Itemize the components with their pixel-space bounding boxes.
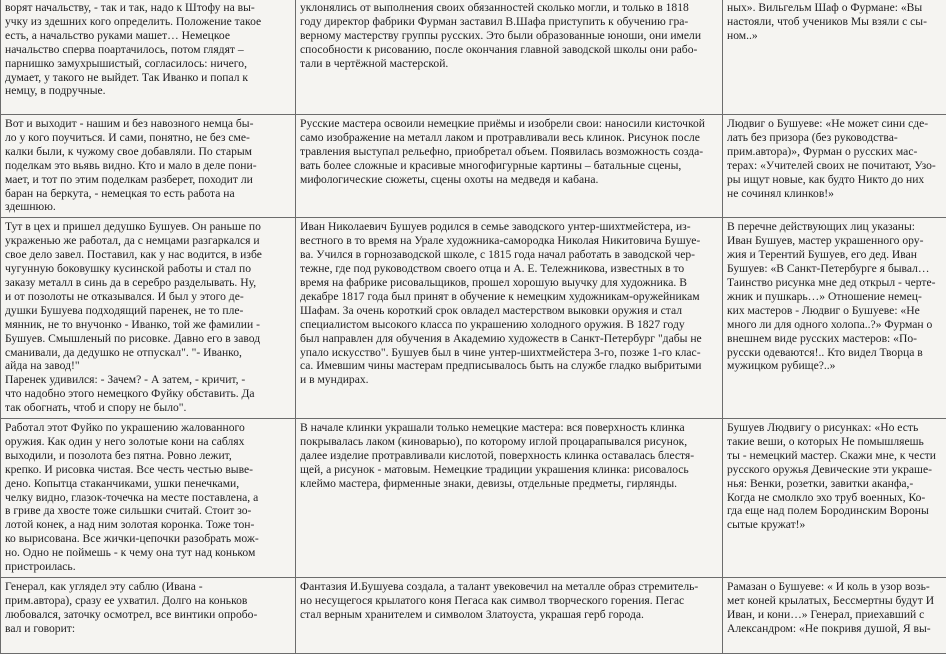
table-cell-drama: [723, 115, 946, 218]
table-cell-history: [296, 115, 723, 218]
table-cell-tale: [1, 0, 296, 115]
table-cell-history: [296, 419, 723, 578]
tale-text: Генерал, как углядел эту саблю (Ивана - прим.автора), сразу ее ухватил. Долго на коньков любовался, заточку осмотрел, все винтики опробо- вал и говорит:: [5, 580, 291, 636]
tale-text: Вот и выходит - нашим и без навозного немца бы- ло у кого поучиться. И сами, понятно, не без сме- калки были, к чужому свое добавляли. По старым поделкам это вьявь видно. Кто и мало в деле пони- мает, и тот по этим поделкам разберет, походит ли баран на беркута, - немецкая то есть работа на здешнюю.: [5, 117, 291, 214]
table-row: [1, 115, 946, 218]
drama-text: ных». Вильгельм Шаф о Фурмане: «Вы настояли, чтоб учеников Мы взяли с сы- ном..»: [727, 1, 946, 43]
tale-text: Работал этот Фуйко по украшению жалованного оружия. Как один у него золотые кони на саблях выходили, и позолота без пятна. Ровно лежит, крепко. И рисовка чистая. Все честь честью выве- дено. Копытца стаканчиками, ушки пенечками, челку видно, глазок-точечка на месте поставлена, а в гриве да хвосте тоже сильшки считай. Стоит зо- лотой конек, а над ним золотая коронка. Тоже тон- ко вырисована. Все жички-цепочки разобрать мож- но. Одно не поймешь - к чему она тут над коньком пристроилась.: [5, 421, 291, 574]
table-row: [1, 578, 946, 654]
drama-text: Бушуев Людвигу о рисунках: «Но есть такие веши, о которых Не помышляешь ты - немецкий мастер. Скажи мне, к чести русского оружья Девические эти украше- нья: Венки, розетки, завитки аканфа,- Когда не смолкло эхо труб военных, Ко- гда еще над полем Бородинским Вороны сытые кружат!»: [727, 421, 946, 532]
table-row: [1, 218, 946, 419]
table-cell-history: [296, 0, 723, 115]
table-cell-history: [296, 218, 723, 419]
history-text: Иван Николаевич Бушуев родился в семье заводского унтер-шихтмейстера, из- вестного в то время на Урале художника-самородка Николая Никитовича Бушуе- ва. Учился в горнозаводской школе, с 1815 года начал работать в заводской чер- тежне, где под руководством своего отца и А. Е. Тележникова, известных в то время на фабрике рисовальщиков, прошел хорошую выучку для художника. В декабре 1817 года был принят в обучение к немецким художникам-оружейникам Шафам. За очень короткий срок овладел мастерством выковки оружия и стал специалистом высокого класса по украшению холодного оружия. В 1827 году был направлен для обучения в Академию художеств в Санкт-Петербург "дабы не упало искусство". Бушуев был в чине унтер-шихтмейстера 3-го, позже 1-го клас- са. Имевшим чины мастерам предписывалось быть на службе гладко выбритыми и в мундирах.: [300, 220, 718, 387]
table-cell-history: [296, 578, 723, 654]
table-row: [1, 0, 946, 115]
history-text: уклонялись от выполнения своих обязанностей сколько могли, и только в 1818 году директор фабрики Фурман заставил В.Шафа приступить к обучению гра- верному мастерству группы русских. Это были образованные юноши, они имели способности к рисованию, после окончания главной заводской школы они рабо- тали в чертёжной мастерской.: [300, 1, 718, 71]
table-cell-drama: [723, 218, 946, 419]
drama-text: Людвиг о Бушуеве: «Не может сини сде- лать без призора (без руководства- прим.автора)», Фурман о русских мас- терах: «Учителей своих не почитают, Узо- ры ищут новые, как будто Никто до них не сочинял клинков!»: [727, 117, 946, 200]
table-row: [1, 419, 946, 578]
drama-text: В перечне действующих лиц указаны: Иван Бушуев, мастер украшенного ору- жия и Терентий Бушуев, его дед. Иван Бушуев: «В Санкт-Петербурге я бывал… Таинство рисунка мне дед открыл - черте- жник и пушкарь…» Отношение немец- ких мастеров - Людвиг о Бушуеве: «Не много ли для одного холопа..?» Фурман о внешнем виде русских мастеров: «По- русски одеваются!.. Кто видел Творца в мужицком рубище?..»: [727, 220, 946, 373]
tale-text: ворят начальству, - так и так, надо к Штофу на вы- учку из здешних кого определить. Положение такое есть, а начальство руками машет… Немецкое начальство сперва поартачилось, потом глядят – парнишко замухрышистый, согласилось: ничего, думает, у такого не выйдет. Так Иванко и попал к немцу, в подручные.: [5, 1, 291, 98]
table-cell-drama: [723, 0, 946, 115]
table-cell-tale: [1, 578, 296, 654]
table-cell-drama: [723, 419, 946, 578]
table-cell-drama: [723, 578, 946, 654]
history-text: В начале клинки украшали только немецкие мастера: вся поверхность клинка покрывалась лаком (киноварью), по которому иглой процарапывался рисунок, далее изделие протравливали кислотой, поверхность клинка оставалась блестя- щей, а рисунок - матовым. Немецкие традиции украшения клинка: рисовалось клеймо мастера, фирменные знаки, девизы, отдельные предметы, гирлянды.: [300, 421, 718, 491]
table-cell-tale: [1, 419, 296, 578]
table-cell-tale: [1, 218, 296, 419]
history-text: Русские мастера освоили немецкие приёмы и изобрели свои: наносили кисточкой само изображение на металл лаком и протравливали весь клинок. Рисунок после травления выступал рельефно, приобретал объем. Появилась возможность созда- вать более сложные и красивые многофигурные картины – батальные сцены, мифологические сюжеты, сцены охоты на медведя и кабана.: [300, 117, 718, 187]
history-text: Фантазия И.Бушуева создала, а талант увековечил на металле образ стремитель- но несущегося крылатого коня Пегаса как символ творческого горения. Пегас стал верным хранителем и символом Златоуста, украшая герб города.: [300, 580, 718, 622]
table-cell-tale: [1, 115, 296, 218]
tale-text: Тут в цех и пришел дедушко Бушуев. Он раньше по украженью же работал, да с немцами разгаркался и свое дело завел. Поставил, как у нас водится, в избе чугунную боковушку кусинской работы и стал по заказу металл в синь да в серебро разделывать. Ну, и от позолоты не отказывался. И был у этого де- душки Бушуева подходящий паренек, не то пле- мянник, не то внучонко - Иванко, той же фамилии - Бушуев. Смышленый по рисовке. Давно его в завод сманивали, да дедушко не отпускал". "- Иванко, айда на завод!" Паренек удивился: - Зачем? - А затем, - кричит, - что надобно этого немецкого Фуйку обставить. Да так обогнать, чтоб и спору не было".: [5, 220, 291, 415]
drama-text: Рамазан о Бушуеве: « И коль в узор возь- мет коней крылатых, Бессмертны будут И Иван, и кони…» Генерал, приехавший с Александром: «Не покривя душой, Я вы-: [727, 580, 946, 636]
